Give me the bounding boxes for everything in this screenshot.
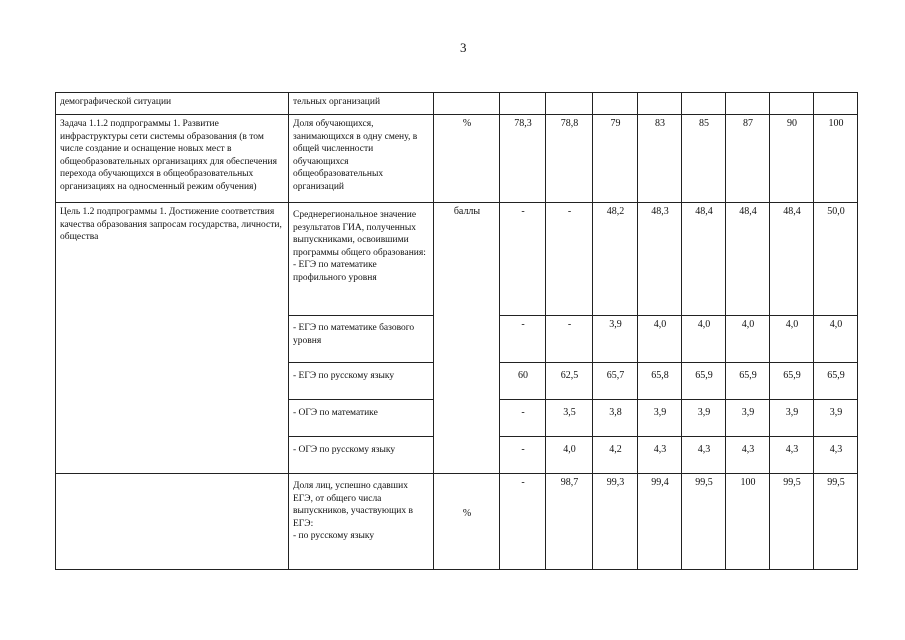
- indicator-cell: - ЕГЭ по русскому языку: [289, 363, 434, 400]
- unit-cell: %: [434, 474, 500, 570]
- goal-cell: демографической ситуации: [56, 93, 289, 115]
- indicator-cell: - ЕГЭ по математике базового уровня: [289, 316, 434, 363]
- value-cell: -: [500, 474, 546, 570]
- indicator-cell: [289, 203, 434, 316]
- value-cell: 3,9: [682, 400, 726, 437]
- value-cell: 4,0: [770, 316, 814, 363]
- value-cell: 65,9: [814, 363, 858, 400]
- value-cell: 90: [770, 115, 814, 203]
- indicator-intro: Доля лиц, успешно сдавших ЕГЭ, от общего числа выпускников, участвующих в ЕГЭ:: [293, 481, 413, 529]
- value-cell: 60: [500, 363, 546, 400]
- value-cell: -: [546, 316, 593, 363]
- indicator-sub-label: - ЕГЭ по математике профильного уровня: [293, 260, 377, 283]
- value-cell: 4,3: [770, 437, 814, 474]
- value-cell: 79: [593, 115, 638, 203]
- table-row: [56, 203, 858, 316]
- indicators-table: [55, 92, 858, 570]
- value-cell: -: [546, 203, 593, 316]
- value-cell: 48,2: [593, 203, 638, 316]
- value-cell: 99,5: [814, 474, 858, 570]
- goal-cell: Задача 1.1.2 подпрограммы 1. Развитие инфраструктуры сети системы образования (в том числе создание и оснащение новых мест в общеобразовательных организациях для обеспечения перехода обучающихся в общеобразовательных организациях на односменный режим обучения): [56, 115, 289, 203]
- value-cell: 4,3: [682, 437, 726, 474]
- value-cell: -: [500, 203, 546, 316]
- value-cell: 3,9: [814, 400, 858, 437]
- table-row: [56, 93, 858, 115]
- value-cell: 98,7: [546, 474, 593, 570]
- value-cell: 50,0: [814, 203, 858, 316]
- value-cell: 3,9: [593, 316, 638, 363]
- page-number: 3: [460, 40, 467, 55]
- indicator-intro: Среднерегиональное значение результатов ГИА, полученных выпускниками, освоившими программы общего образования:: [293, 210, 426, 258]
- value-cell: 78,3: [500, 115, 546, 203]
- indicator-cell: Доля обучающихся, занимающихся в одну смену, в общей численности обучающихся общеобразовательных организаций: [289, 115, 434, 203]
- table-row: [56, 115, 858, 203]
- value-cell: 62,5: [546, 363, 593, 400]
- value-cell: 65,9: [726, 363, 770, 400]
- value-cell: 3,9: [726, 400, 770, 437]
- unit-cell: баллы: [434, 203, 500, 474]
- value-cell: 48,3: [638, 203, 682, 316]
- value-cell: 3,9: [770, 400, 814, 437]
- value-cell: 99,5: [682, 474, 726, 570]
- indicator-cell: [289, 474, 434, 570]
- indicator-cell: - ОГЭ по русскому языку: [289, 437, 434, 474]
- value-cell: 4,0: [726, 316, 770, 363]
- value-cell: 65,8: [638, 363, 682, 400]
- goal-cell: Цель 1.2 подпрограммы 1. Достижение соответствия качества образования запросам государства, личности, общества: [56, 203, 289, 474]
- unit-cell: %: [434, 115, 500, 203]
- value-cell: 48,4: [726, 203, 770, 316]
- value-cell: 100: [814, 115, 858, 203]
- indicator-cell: тельных организаций: [289, 93, 434, 115]
- value-cell: 85: [682, 115, 726, 203]
- value-cell: -: [500, 437, 546, 474]
- value-cell: -: [500, 316, 546, 363]
- value-cell: 48,4: [770, 203, 814, 316]
- value-cell: 4,2: [593, 437, 638, 474]
- value-cell: 4,0: [682, 316, 726, 363]
- value-cell: 3,8: [593, 400, 638, 437]
- value-cell: 78,8: [546, 115, 593, 203]
- value-cell: 87: [726, 115, 770, 203]
- indicator-sub-label: - по русскому языку: [293, 531, 375, 541]
- value-cell: 65,9: [682, 363, 726, 400]
- value-cell: 65,9: [770, 363, 814, 400]
- value-cell: 100: [726, 474, 770, 570]
- value-cell: 4,0: [814, 316, 858, 363]
- value-cell: 99,3: [593, 474, 638, 570]
- value-cell: 83: [638, 115, 682, 203]
- value-cell: 48,4: [682, 203, 726, 316]
- value-cell: 4,3: [814, 437, 858, 474]
- value-cell: 4,3: [638, 437, 682, 474]
- value-cell: 99,4: [638, 474, 682, 570]
- value-cell: 99,5: [770, 474, 814, 570]
- value-cell: 65,7: [593, 363, 638, 400]
- value-cell: -: [500, 400, 546, 437]
- indicator-cell: - ОГЭ по математике: [289, 400, 434, 437]
- value-cell: 3,9: [638, 400, 682, 437]
- value-cell: 3,5: [546, 400, 593, 437]
- value-cell: 4,0: [638, 316, 682, 363]
- value-cell: 4,0: [546, 437, 593, 474]
- table-row: [56, 474, 858, 570]
- value-cell: 4,3: [726, 437, 770, 474]
